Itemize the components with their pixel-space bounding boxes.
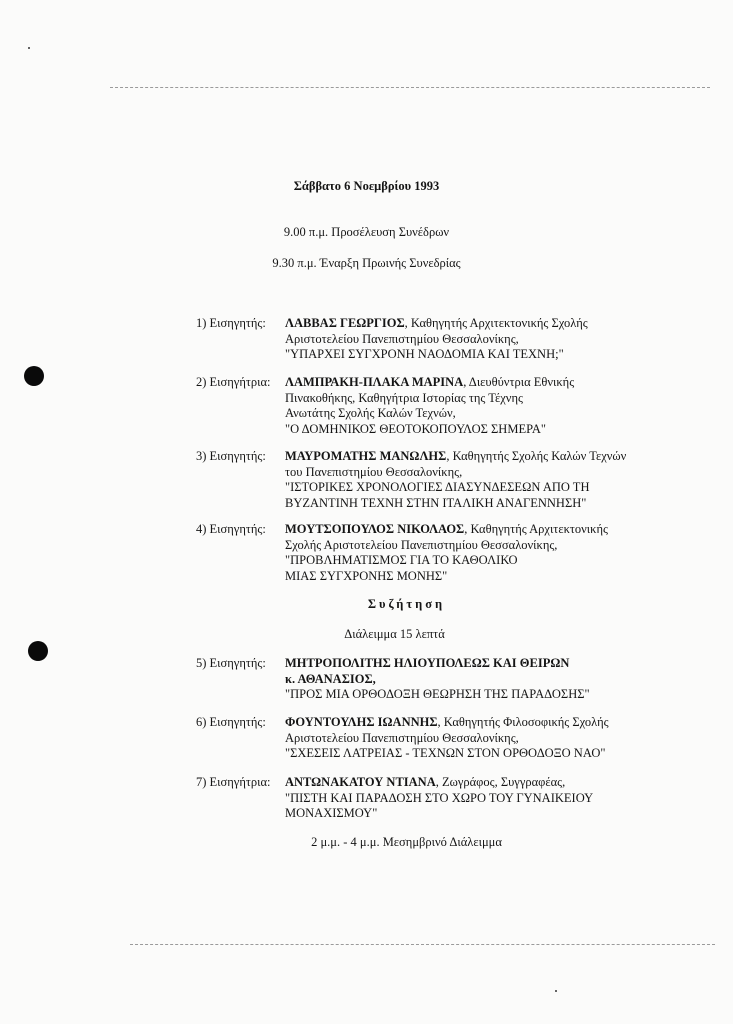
- speaker-name-continued: κ. ΑΘΑΝΑΣΙΟΣ,: [285, 671, 376, 686]
- speaker-title: , Ζωγράφος, Συγγραφέας,: [435, 775, 566, 789]
- speaker-label: 3) Εισηγητής:: [196, 449, 266, 463]
- speaker-first-line: [285, 715, 725, 731]
- speaker-first-line: [285, 375, 725, 391]
- speaker-talk-title: "ΠΡΟΒΛΗΜΑΤΙΣΜΟΣ ΓΙΑ ΤΟ ΚΑΘΟΛΙΚΟ: [285, 553, 518, 567]
- midday-break: 2 μ.μ. - 4 μ.μ. Μεσημβρινό Διάλειμμα: [311, 835, 502, 849]
- speaker-talk-title: ΜΙΑΣ ΣΥΓΧΡΟΝΗΣ ΜΟΝΗΣ": [285, 568, 448, 583]
- speaker-detail-line: του Πανεπιστημίου Θεσσαλονίκης,: [285, 464, 463, 479]
- discussion-heading: Συζήτηση: [367, 597, 446, 611]
- speaker-talk-title: ΒΥΖΑΝΤΙΝΗ ΤΕΧΝΗ ΣΤΗΝ ΙΤΑΛΙΚΗ ΑΝΑΓΕΝΝΗΣΗ": [285, 495, 587, 510]
- speaker-title: , Διευθύντρια Εθνικής: [463, 375, 575, 389]
- speaker-detail-line: Σχολής Αριστοτελείου Πανεπιστημίου Θεσσαλονίκης,: [285, 537, 558, 552]
- speaker-title: , Καθηγητής Σχολής Καλών Τεχνών: [446, 449, 627, 463]
- speaker-first-line: [285, 522, 725, 538]
- speaker-talk-title: "ΣΧΕΣΕΙΣ ΛΑΤΡΕΙΑΣ - ΤΕΧΝΩΝ ΣΤΟΝ ΟΡΘΟΔΟΞΟ ΝΑΟ": [285, 746, 606, 760]
- speaker-detail-line: Αριστοτελείου Πανεπιστημίου Θεσσαλονίκης,: [285, 331, 519, 346]
- speaker-label: 5) Εισηγητής:: [196, 656, 266, 670]
- speaker-talk-title: ΜΟΝΑΧΙΣΜΟΥ": [285, 806, 378, 820]
- top-scan-line: [110, 87, 710, 88]
- speaker-label: 1) Εισηγητής:: [196, 316, 266, 330]
- speaker-detail-line: Ανωτάτης Σχολής Καλών Τεχνών,: [285, 406, 456, 420]
- speaker-talk-title: "ΥΠΑΡΧΕΙ ΣΥΓΧΡΟΝΗ ΝΑΟΔΟΜΙΑ ΚΑΙ ΤΕΧΝΗ;": [285, 347, 564, 361]
- speaker-name: ΛΑΜΠΡΑΚΗ-ΠΛΑΚΑ ΜΑΡΙΝΑ: [285, 375, 464, 389]
- schedule-arrival: 9.00 π.μ. Προσέλευση Συνέδρων: [283, 225, 450, 239]
- schedule-session-start: 9.30 π.μ. Έναρξη Πρωινής Συνεδρίας: [272, 256, 461, 270]
- speaker-name: ΛΑΒΒΑΣ ΓΕΩΡΓΙΟΣ: [285, 316, 405, 330]
- speaker-first-line: [285, 316, 725, 332]
- speaker-first-line: [285, 449, 725, 465]
- speaker-label: 2) Εισηγήτρια:: [196, 375, 271, 389]
- punch-hole-top: [24, 366, 44, 386]
- speaker-label: 6) Εισηγητής:: [196, 715, 266, 729]
- speaker-details: [285, 375, 725, 437]
- speaker-detail-line: Πινακοθήκης, Καθηγήτρια Ιστορίας της Τέχνης: [285, 390, 523, 405]
- scan-speck: [28, 47, 30, 49]
- speaker-details: [285, 656, 725, 703]
- speaker-details: [285, 715, 725, 762]
- day-heading: Σάββατο 6 Νοεμβρίου 1993: [293, 179, 440, 193]
- speaker-talk-title: "ΠΙΣΤΗ ΚΑΙ ΠΑΡΑΔΟΣΗ ΣΤΟ ΧΩΡΟ ΤΟΥ ΓΥΝΑΙΚΕΙΟΥ: [285, 790, 594, 805]
- speaker-label: 4) Εισηγητής:: [196, 522, 266, 536]
- break-15-minutes: Διάλειμμα 15 λεπτά: [344, 627, 445, 641]
- speaker-title: , Καθηγητής Φιλοσοφικής Σχολής: [437, 715, 609, 729]
- speaker-first-line: [285, 656, 725, 672]
- speaker-detail-line: Αριστοτελείου Πανεπιστημίου Θεσσαλονίκης,: [285, 730, 519, 745]
- bottom-scan-line: [130, 944, 715, 945]
- punch-hole-bottom: [28, 641, 48, 661]
- speaker-name: ΜΑΥΡΟΜΑΤΗΣ ΜΑΝΩΛΗΣ: [285, 449, 447, 463]
- speaker-title: , Καθηγητής Αρχιτεκτονικής Σχολής: [404, 316, 588, 330]
- speaker-details: [285, 775, 725, 822]
- speaker-details: [285, 449, 725, 511]
- speaker-details: [285, 522, 725, 584]
- speaker-name: ΦΟΥΝΤΟΥΛΗΣ ΙΩΑΝΝΗΣ: [285, 715, 438, 729]
- speaker-first-line: [285, 775, 725, 791]
- scan-speck: [555, 990, 557, 992]
- speaker-name: ΜΟΥΤΣΟΠΟΥΛΟΣ ΝΙΚΟΛΑΟΣ: [285, 522, 465, 536]
- speaker-talk-title: "ΠΡΟΣ ΜΙΑ ΟΡΘΟΔΟΞΗ ΘΕΩΡΗΣΗ ΤΗΣ ΠΑΡΑΔΟΣΗΣ": [285, 687, 590, 701]
- speaker-title: , Καθηγητής Αρχιτεκτονικής: [464, 522, 608, 536]
- speaker-details: [285, 316, 725, 363]
- speaker-name: ΜΗΤΡΟΠΟΛΙΤΗΣ ΗΛΙΟΥΠΟΛΕΩΣ ΚΑΙ ΘΕΙΡΩΝ: [285, 656, 570, 670]
- speaker-talk-title: "Ο ΔΟΜΗΝΙΚΟΣ ΘΕΟΤΟΚΟΠΟΥΛΟΣ ΣΗΜΕΡΑ": [285, 421, 547, 436]
- speaker-label: 7) Εισηγήτρια:: [196, 775, 271, 789]
- speaker-talk-title: "ΙΣΤΟΡΙΚΕΣ ΧΡΟΝΟΛΟΓΙΕΣ ΔΙΑΣΥΝΔΕΣΕΩΝ ΑΠΟ ΤΗ: [285, 480, 590, 494]
- speaker-name: ΑΝΤΩΝΑΚΑΤΟΥ ΝΤΙΑΝΑ: [285, 775, 436, 789]
